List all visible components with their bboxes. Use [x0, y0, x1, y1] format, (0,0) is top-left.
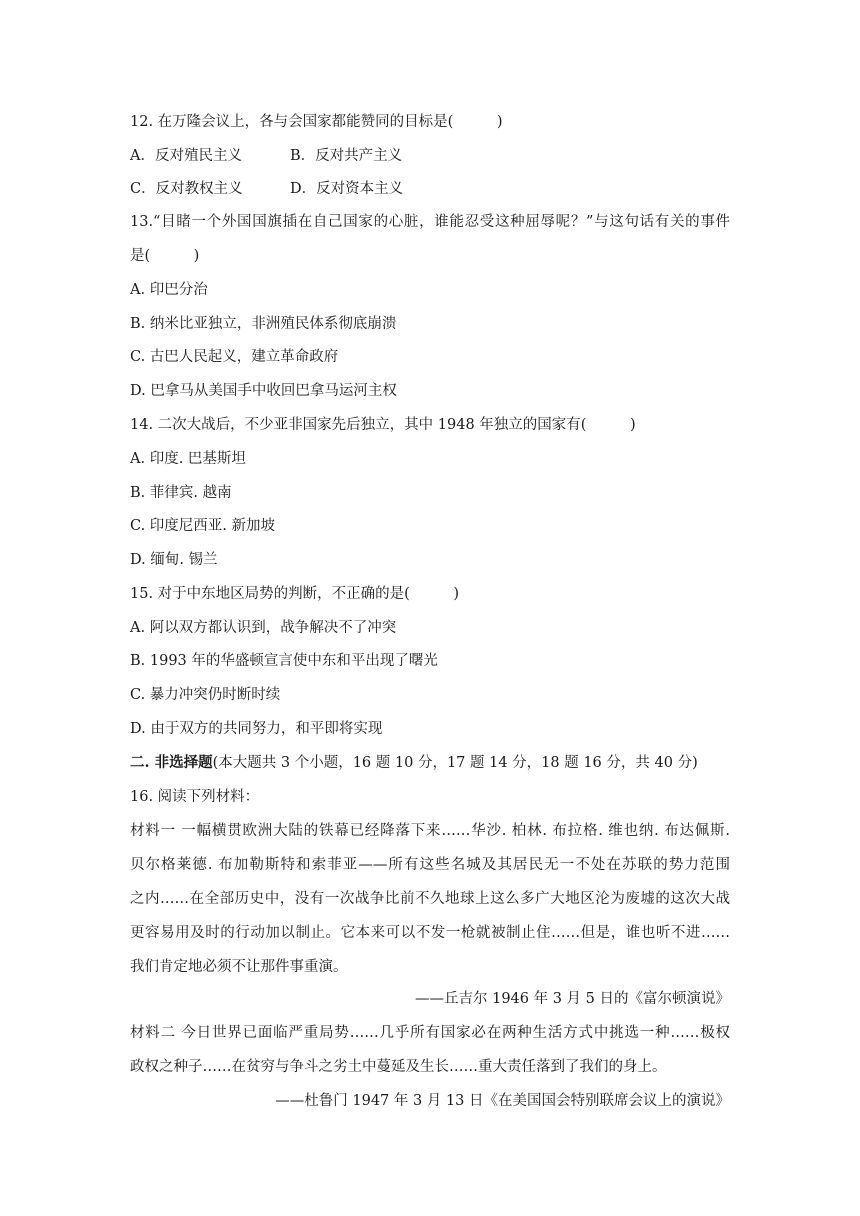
q13-stem-line-1-wrap	[130, 212, 730, 232]
q14-stem: 14. 二次大战后，不少亚非国家先后独立，其中 1948 年独立的国家有( )	[130, 417, 636, 433]
q16-material-2-line: 材料二 今日世界已面临严重局势……几乎所有国家必在两种生活方式中挑选一种……极权	[130, 1025, 730, 1041]
section-2-note: (本大题共 3 个小题，16 题 10 分，17 题 14 分，18 题 16 分，共 40 分)	[212, 755, 698, 771]
q13-option-a: A. 印巴分治	[130, 282, 208, 298]
q16-material-1-line: 贝尔格莱德. 布加勒斯特和索菲亚——所有这些名城及其居民无一不处在苏联的势力范围	[130, 857, 730, 873]
section-2-heading	[130, 753, 698, 773]
q15-option-a: A. 阿以双方都认识到，战争解决不了冲突	[130, 620, 397, 636]
q12-option-b: B．反对共产主义	[290, 148, 403, 164]
q14-option-c: C. 印度尼西亚. 新加坡	[130, 518, 276, 534]
q13-stem-line-2: 是( )	[130, 248, 200, 264]
q15-option-d: D. 由于双方的共同努力，和平即将实现	[130, 721, 383, 737]
q14-option-b: B. 菲律宾. 越南	[130, 485, 232, 501]
q15-stem: 15. 对于中东地区局势的判断，不正确的是( )	[130, 586, 459, 602]
q16-material-1-line: 材料一 一幅横贯欧洲大陆的铁幕已经降落下来……华沙. 柏林. 布拉格. 维也纳. 布达佩斯.	[130, 823, 730, 839]
q16-stem: 16. 阅读下列材料：	[130, 789, 260, 805]
q12-option-c: C．反对教权主义	[130, 181, 243, 197]
section-2-title: 二. 非选择题	[130, 754, 213, 771]
q12-option-d: D．反对资本主义	[290, 181, 404, 197]
q12-stem: 12. 在万隆会议上，各与会国家都能赞同的目标是( )	[130, 114, 503, 130]
q13-stem-line-1: 13.“目睹一个外国国旗插在自己国家的心脏，谁能忍受这种屈辱呢？”与这句话有关的事件	[130, 214, 730, 230]
q16-material-2-line: 政权之种子……在贫穷与争斗之劣土中蔓延及生长……重大责任落到了我们的身上。	[130, 1059, 667, 1075]
q12-options-row-2	[130, 179, 403, 199]
q14-option-d: D. 缅甸. 锡兰	[130, 552, 218, 568]
q16-material-2	[130, 1023, 730, 1091]
q13-option-d: D. 巴拿马从美国手中收回巴拿马运河主权	[130, 383, 397, 399]
q16-material-1-line: 之内……在全部历史中，没有一次战争比前不久地球上这么多广大地区沦为废墟的这次大战	[130, 891, 730, 907]
q13-option-c: C. 古巴人民起义，建立革命政府	[130, 349, 339, 365]
q15-option-c: C. 暴力冲突仍时断时续	[130, 687, 281, 703]
q12-option-a: A．反对殖民主义	[130, 148, 242, 164]
q15-option-b: B. 1993 年的华盛顿宣言使中东和平出现了曙光	[130, 653, 438, 669]
q16-material-1-line: 我们肯定地必须不让那件事重演。	[130, 959, 348, 975]
q12-options-row-1	[130, 146, 402, 166]
q14-option-a: A. 印度. 巴基斯坦	[130, 451, 246, 467]
q16-material-1	[130, 821, 730, 991]
q16-material-1-line: 更容易用及时的行动加以制止。它本来可以不发一枪就被制止住……但是，谁也听不进……	[130, 925, 730, 941]
q16-material-2-source: ——杜鲁门 1947 年 3 月 13 日《在美国国会特别联席会议上的演说》	[275, 1093, 730, 1109]
q13-option-b: B. 纳米比亚独立，非洲殖民体系彻底崩溃	[130, 316, 397, 332]
q16-material-1-source: ——丘吉尔 1946 年 3 月 5 日的《富尔顿演说》	[414, 991, 730, 1007]
